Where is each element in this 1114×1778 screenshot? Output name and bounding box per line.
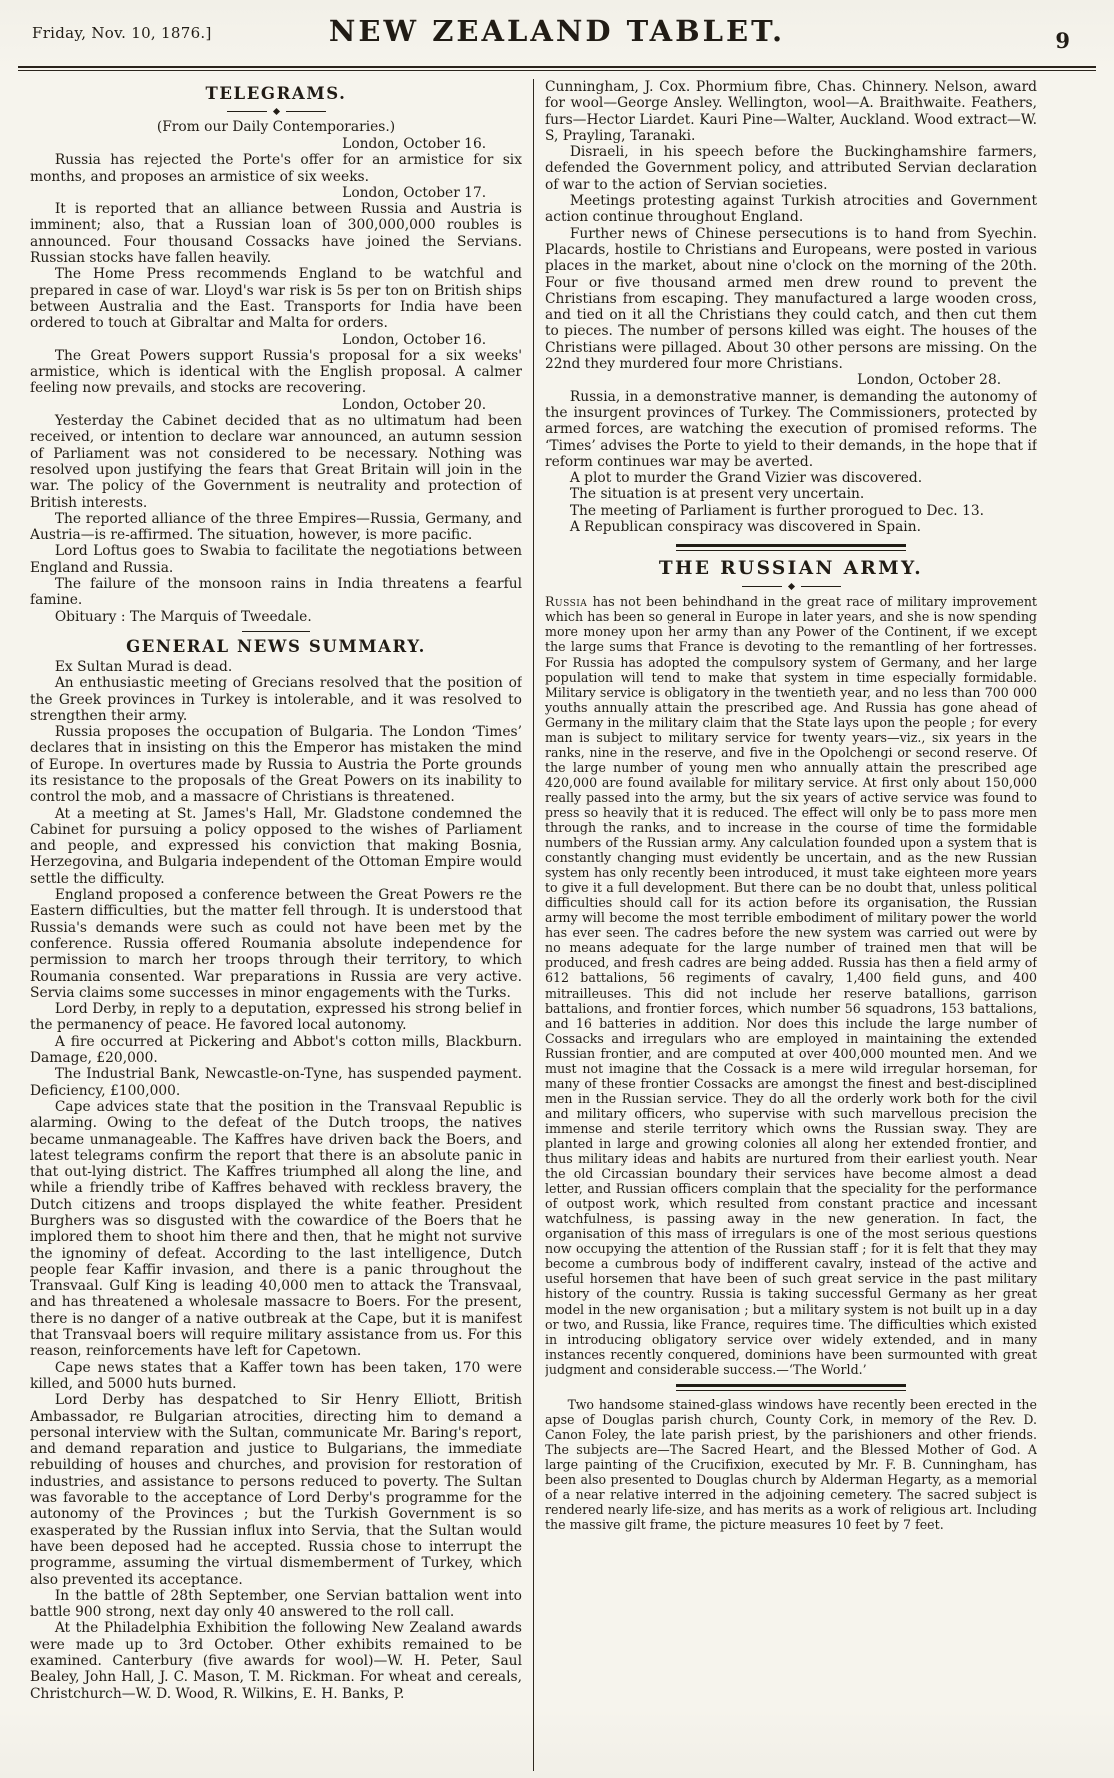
ornament-divider <box>545 581 1037 591</box>
subtitle-line: (From our Daily Contemporaries.) <box>156 119 396 135</box>
paragraph: Cape advices state that the position in the Transvaal Republic is alarming. Owing to the defeat of the Dutch troops, the natives became unmanageable. The Kaffres have driven back the Boers, and latest telegrams confirm the report that there is an absolute panic in that out-lying district. The Kaffres triumphed all along the line, and while a friendly tribe of Kaffres behaved with reckless bravery, the Dutch citizens and troops displayed the white feather. President Burghers was so disgusted with the cowardice of the Boers that he implored them to shoot him there and then, that he might not survive the ignominy of defeat. According to the last intelligence, Dutch people fear Kaffir invasion, and there is a panic throughout the Transvaal. Gulf King is leading 40,000 men to attack the Transvaal, and has threatened a wholesale massacre to Boers. For the present, there is no danger of a native outbreak at the Cape, but it is manifest that Transvaal boers will require military assistance from us. For this reason, reinforcements have left for Capetown. <box>30 1098 522 1360</box>
double-rule-divider <box>676 544 906 551</box>
columns <box>0 71 1114 1771</box>
paragraph: Russia proposes the occupation of Bulgaria. The London ‘Times’ declares that in insisting on this the Emperor has mistaken the mind of Europe. In overtures made by Russia to Austria the Porte grounds its resistance to the proposals of the Great Powers on its inability to control the mob, and a massacre of Christians is threatened. <box>30 724 522 806</box>
paragraph: Lord Derby, in reply to a deputation, expressed his strong belief in the permanency of peace. He favored local autonomy. <box>30 1001 522 1034</box>
paragraph: Lord Derby has despatched to Sir Henry Elliott, British Ambassador, re Bulgarian atrocities, directing him to demand a personal interview with the Sultan, communicate Mr. Baring's report, and demand reparation and justice to Bulgarians, the immediate rebuilding of houses and churches, and provision for restoration of industries, and assistance to persons reduced to poverty. The Sultan was favorable to the acceptance of Lord Derby's programme for the autonomy of the Provinces ; but the Turkish Government is so exasperated by the Russian influx into Servia, that the Sultan would have been deposed had he accepted. Russia chose to interrupt the programme, assuming the virtual dismemberment of Turkey, which also prevented its acceptance. <box>30 1392 522 1588</box>
page-number: 9 <box>1055 28 1070 53</box>
paragraph: An enthusiastic meeting of Grecians resolved that the position of the Greek provinces in Turkey is intolerable, and it was resolved to strengthen their army. <box>30 675 522 724</box>
dateline: London, October 20. <box>342 396 487 413</box>
paragraph: Russia has not been behindhand in the great race of military improvement which has been so general in Europe in later years, and she is now spending more money upon her army than any Power of the Continent, if we except the large sums that France is devoting to the remantling of her fortresses. For Russia has adopted the compulsory system of Germany, and her large population will tend to make that system in time especially formidable. Military service is obligatory in the twentieth year, and no less than 700 000 youths annually attain the prescribed age. And Russia has gone ahead of Germany in the military claim that the State lays upon the people ; for every man is subject to military service for twenty years—viz., six years in the ranks, nine in the reserve, and five in the Opolchengi or second reserve. Of the large number of young men who annually attain the prescribed age 420,000 are found available for military service. At first only about 150,000 really passed into the army, but the six years of active service was found to press so heavily that it is reduced. The effect will only be to pass more men through the ranks, and to increase in the course of time the formidable numbers of the Russian army. Any calculation founded upon a system that is constantly changing must evidently be uncertain, and as the new Russian system has only recently been introduced, it must take eighteen more years to give it a full development. But there can be no doubt that, unless political difficulties should call for its action before its organisation, the Russian army will become the most terrible embodiment of military power the world has ever seen. The cadres before the new system was carried out were by no means adequate for the large number of trained men that will be produced, and fresh cadres are being added. Russia has then a field army of 612 battalions, 56 regiments of cavalry, 1,400 field guns, and 400 mitrailleuses. This did not include her reserve batallions, garrison battalions, and frontier forces, which number 56 squadrons, 153 battalions, and 16 batteries in addition. Nor does this include the large number of Cossacks and irregulars who are employed in maintaining the extended Russian frontier, and are computed at over 400,000 mounted men. And we must not imagine that the Cossack is a mere wild irregular horseman, for many of these frontier Cossacks are amongst the finest and best-disciplined men in the Russian service. They do all the orderly work both for the civil and military officers, who supervise with such marvellous precision the immense and sterile territory which owns the Russian sway. They are planted in large and growing colonies all along her extended frontier, and thus military ideas and habits are nurtured from their earliest youth. Near the old Circassian boundary their services have become almost a dead letter, and Russian officers complain that the speciality for the performance of outpost work, which resulted from constant practice and incessant watchfulness, is passing away in the new generation. In fact, the organisation of this mass of irregulars is one of the most serious questions now occupying the attention of the Russian staff ; for it is felt that they may become a cumbrous body of indifferent cavalry, instead of the active and useful horsemen that have been of such great service in the past military history of the country. Russia is taking successful Germany as her great model in the new organisation ; but a military system is not built up in a day or two, and Russia, like France, requires time. The difficulties which existed in introducing obligatory service over widely extended, and in many instances recently conquered, dominions have been surmounted with great judgment and considerable success.—‘The World.’ <box>545 594 1037 1377</box>
small-rule-divider <box>242 631 310 632</box>
dateline: London, October 28. <box>857 372 1002 389</box>
paragraph: Russia, in a demonstrative manner, is demanding the autonomy of the insurgent provinces of Turkey. The Commissioners, protected by armed forces, are watching the execution of promised reforms. The ‘Times’ advises the Porte to yield to their demands, in the hope that if reform continues war may be averted. <box>545 388 1037 470</box>
paragraph: Cunningham, J. Cox. Phormium fibre, Chas. Chinnery. Nelson, award for wool—George Ansley. Wellington, wool—A. Braithwaite. Feathers, furs—Hector Liardet. Kauri Pine—Walter, Auckland. Wood extract—W. S, Prayling, Taranaki. <box>545 79 1037 144</box>
paragraph: Two handsome stained-glass windows have recently been erected in the apse of Douglas parish church, County Cork, in memory of the Rev. D. Canon Foley, the late parish priest, by the parishioners and other friends. The subjects are—The Sacred Heart, and the Blessed Mother of God. A large painting of the Crucifixion, executed by Mr. F. B. Cunningham, has been also presented to Douglas church by Alderman Hegarty, as a memorial of a near relative interred in the adjoining cemetery. The sacred subject is rendered nearly life-size, and has merits as a work of religious art. Including the massive gilt frame, the picture measures 10 feet by 7 feet. <box>545 1396 1037 1533</box>
section-heading: TELEGRAMS. <box>205 84 347 103</box>
page-title: NEW ZEALAND TABLET. <box>328 14 786 48</box>
paragraph: Cape news states that a Kaffer town has been taken, 170 were killed, and 5000 huts burned. <box>30 1359 522 1392</box>
paragraph: A Republican conspiracy was discovered in Spain. <box>569 519 921 536</box>
paragraph: It is reported that an alliance between Russia and Austria is imminent; also, that a Russian loan of 300,000,000 roubles is announced. Four thousand Cossacks have joined the Servians. Russian stocks have fallen heavily. <box>30 201 522 267</box>
paragraph: The situation is at present very uncertain. <box>569 486 865 503</box>
paragraph: Disraeli, in his speech before the Buckinghamshire farmers, defended the Government policy, and attributed Servian declaration of war to the action of Servian societies. <box>545 144 1037 193</box>
paragraph: Further news of Chinese persecutions is to hand from Syechin. Placards, hostile to Christians and Europeans, were posted in various places in the market, about nine o'clock on the morning of the 20th. Four or five thousand armed men drew round to prevent the Christians from escaping. They manufactured a large wooden cross, and tied on it all the Christians they could catch, and then cut them to pieces. The number of persons killed was eight. The houses of the Christians were pillaged. About 30 other persons are missing. On the 22nd they murdered four more Christians. <box>545 225 1037 373</box>
paragraph: A fire occurred at Pickering and Abbot's cotton mills, Blackburn. Damage, £20,000. <box>30 1033 522 1067</box>
paragraph: Russia has rejected the Porte's offer for an armistice for six months, and proposes an armistice of six weeks. <box>30 152 522 185</box>
paragraph: England proposed a conference between the Great Powers re the Eastern difficulties, but the matter fell through. It is understood that Russia's demands were such as could not have been met by the conference. Russia offered Roumania absolute independence for permission to march her troops through their territory, to which Roumania consented. War preparations in Russia are very active. Servia claims some successes in minor engagements with the Turks. <box>30 887 522 1001</box>
dateline: London, October 17. <box>342 184 487 201</box>
paragraph: The meeting of Parliament is further prorogued to Dec. 13. <box>569 502 985 519</box>
section-heading: THE RUSSIAN ARMY. <box>658 558 924 580</box>
section-heading: GENERAL NEWS SUMMARY. <box>126 636 426 656</box>
diamond-icon <box>787 583 794 590</box>
right-column <box>545 79 1037 1771</box>
paragraph: At a meeting at St. James's Hall, Mr. Gladstone condemned the Cabinet for pursuing a policy opposed to the wishes of Parliament and people, and expressed his conviction that making Bosnia, Herzegovina, and Bulgaria independent of the Ottoman Empire would settle the difficulty. <box>30 805 522 887</box>
paragraph: A plot to murder the Grand Vizier was discovered. <box>569 470 923 487</box>
lead-word: Russia <box>545 594 588 610</box>
paragraph: The reported alliance of the three Empires—Russia, Germany, and Austria—is re-affirmed. The situation, however, is more pacific. <box>30 510 522 544</box>
dateline: London, October 16. <box>342 331 487 348</box>
paragraph: Yesterday the Cabinet decided that as no ultimatum had been received, or intention to declare war announced, an autumn session of Parliament was not considered to be necessary. Nothing was resolved upon justifying the fears that Great Britain will join in the war. The policy of the Government is neutrality and protection of British interests. <box>30 413 522 511</box>
paragraph: The Great Powers support Russia's proposal for a six weeks' armistice, which is identical with the English proposal. A calmer feeling now prevails, and stocks are recovering. <box>30 347 522 397</box>
diamond-icon <box>272 107 279 114</box>
double-rule-divider <box>676 1384 906 1391</box>
dateline: London, October 16. <box>342 136 487 152</box>
paragraph: Lord Loftus goes to Swabia to facilitate the negotiations between England and Russia. <box>30 543 522 576</box>
page-header <box>0 0 1114 62</box>
paragraph: The failure of the monsoon rains in India threatens a fearful famine. <box>30 576 522 609</box>
left-column <box>30 79 522 1771</box>
paragraph: At the Philadelphia Exhibition the following New Zealand awards were made up to 3rd October. Other exhibits remained to be examined. Canterbury (five awards for wool)—W. H. Peter, Saul Bealey, John Hall, J. C. Mason, T. M. Rickman. For wheat and cereals, Christchurch—W. D. Wood, R. Wilkins, E. H. Banks, P. <box>30 1620 522 1702</box>
paragraph: Obituary : The Marquis of Tweedale. <box>54 608 312 625</box>
paragraph: The Industrial Bank, Newcastle-on-Tyne, has suspended payment. Deficiency, £100,000. <box>30 1066 522 1099</box>
header-date: Friday, Nov. 10, 1876.] <box>32 24 212 42</box>
paragraph: Meetings protesting against Turkish atrocities and Government action continue throughout England. <box>545 193 1037 226</box>
ornament-divider <box>30 106 522 116</box>
paragraph: Ex Sultan Murad is dead. <box>54 658 233 675</box>
column-divider-rule <box>533 79 534 1771</box>
paragraph: In the battle of 28th September, one Servian battalion went into battle 900 strong, next day only 40 answered to the roll call. <box>30 1587 522 1621</box>
paragraph: The Home Press recommends England to be watchful and prepared in case of war. Lloyd's war risk is 5s per ton on British ships between Australia and the East. Transports for India have been ordered to touch at Gibraltar and Malta for orders. <box>30 266 522 332</box>
